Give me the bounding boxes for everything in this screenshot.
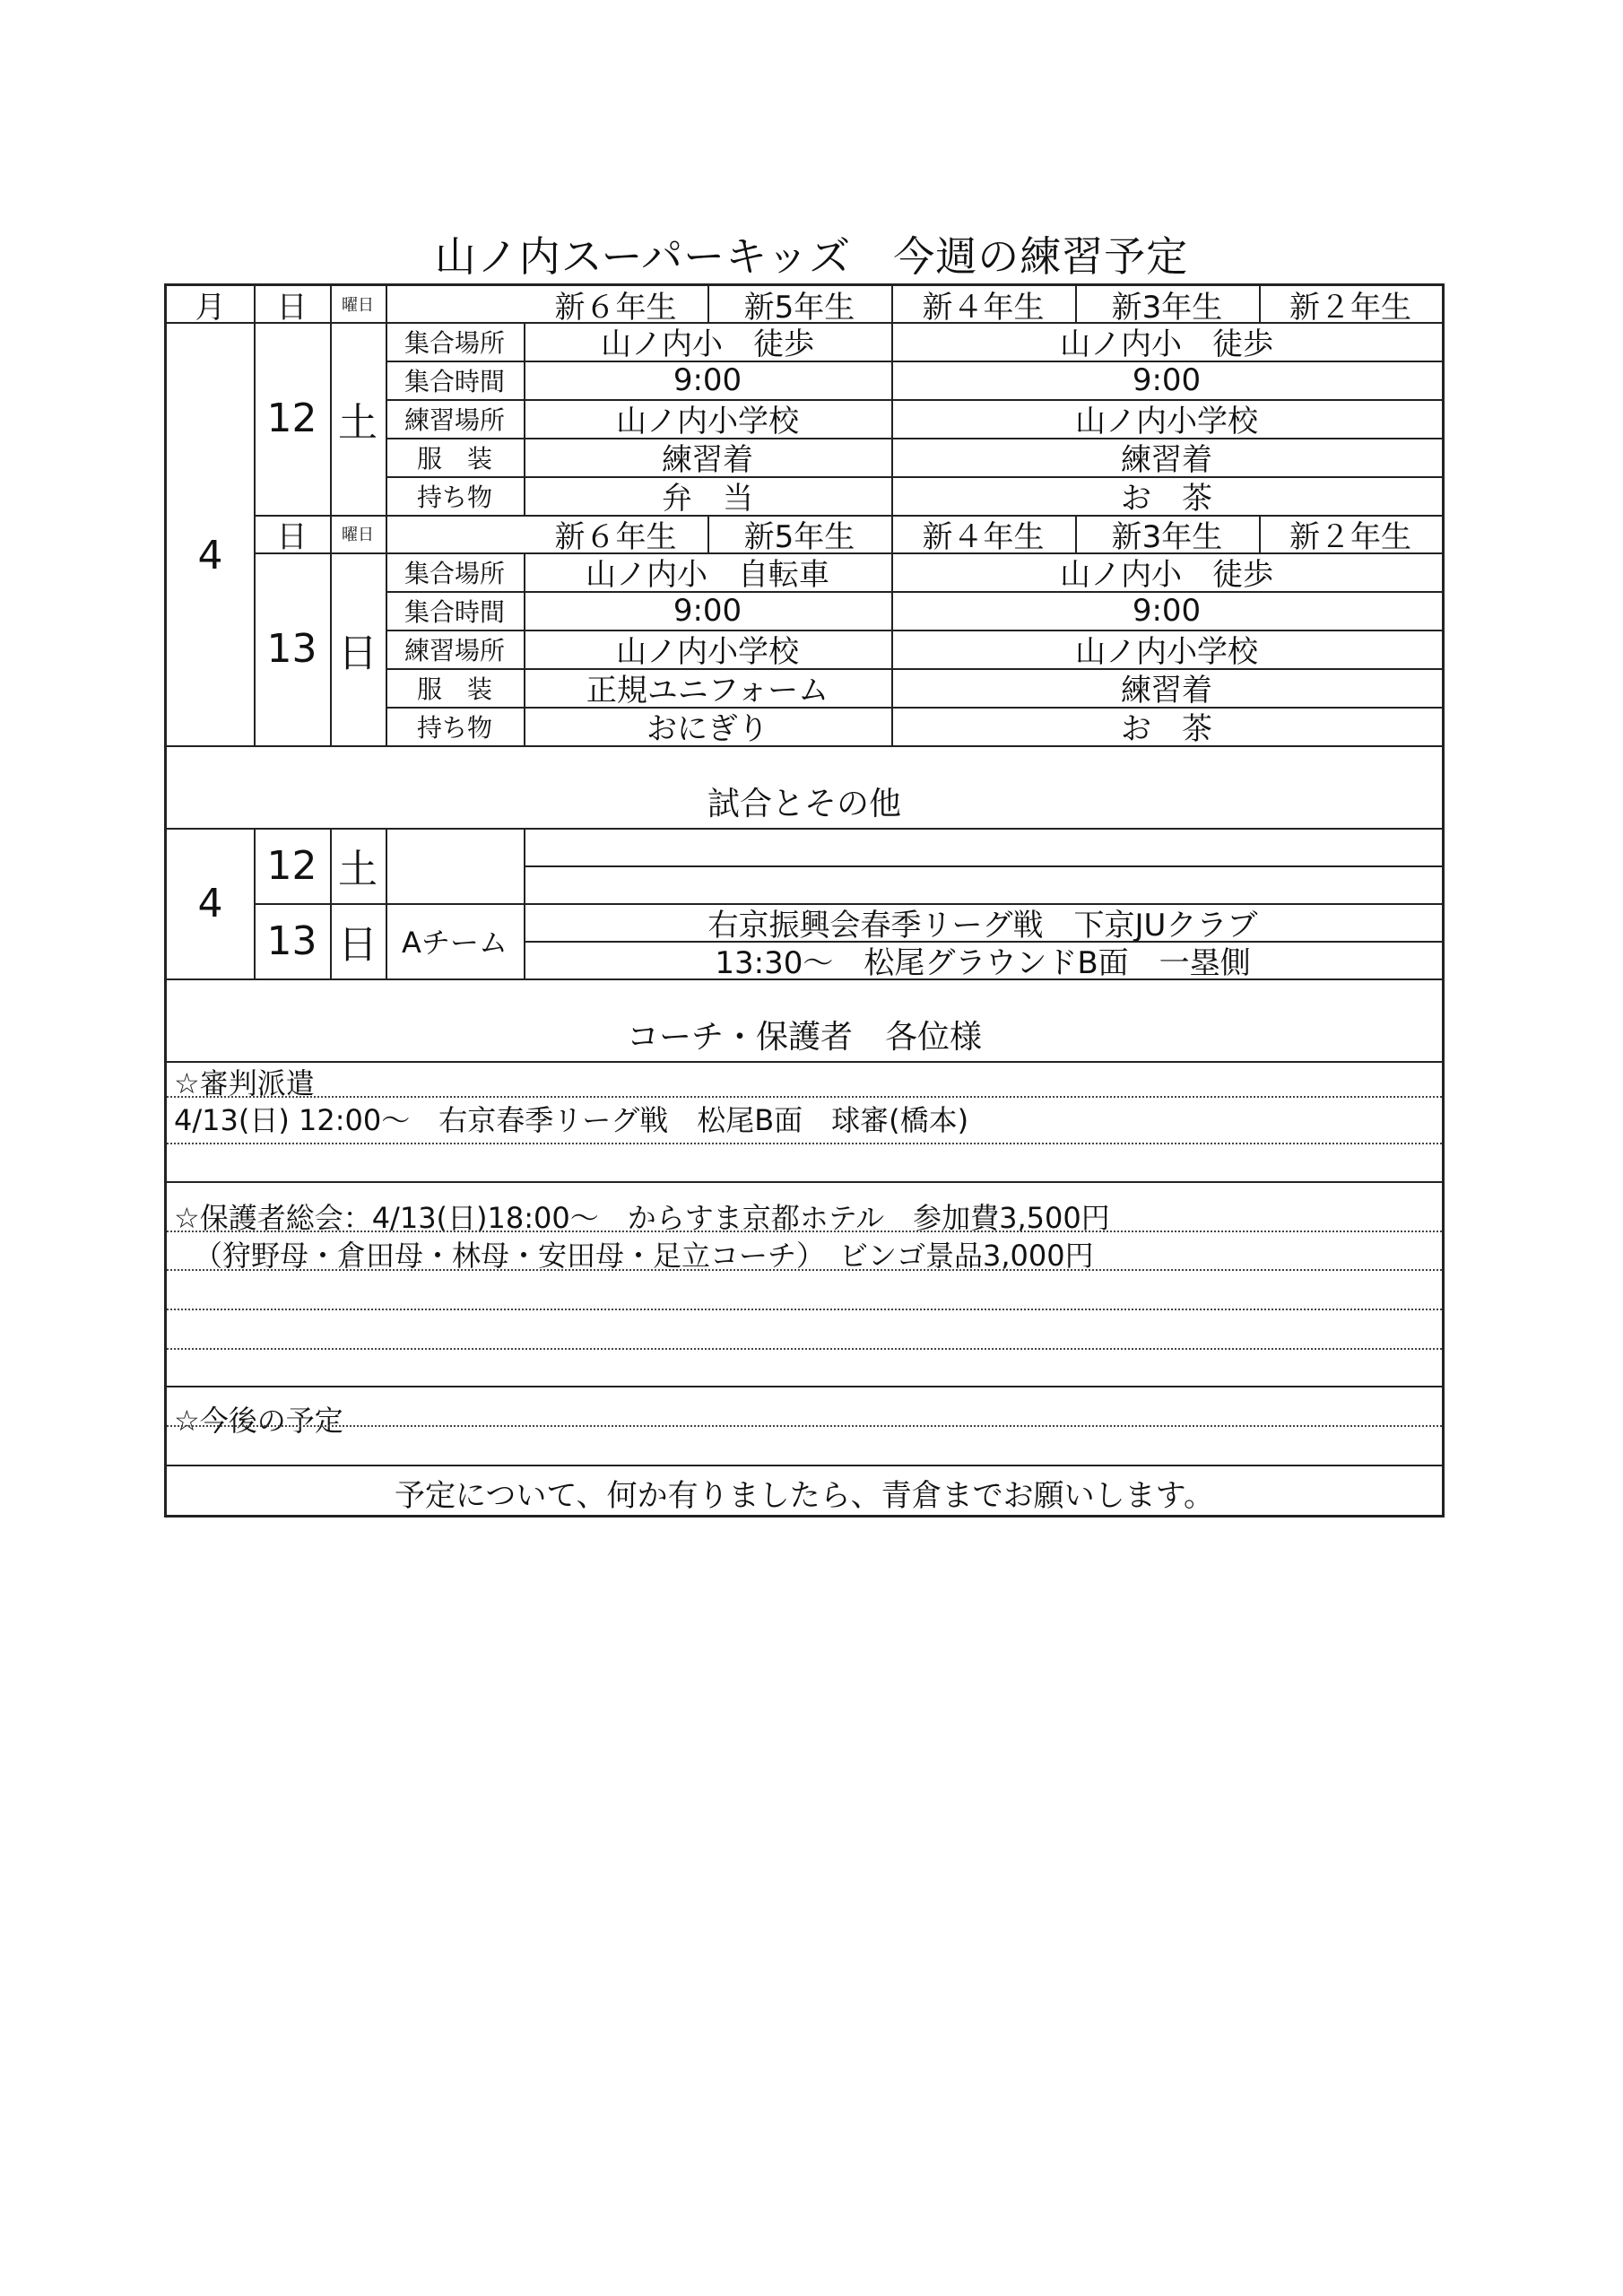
match1-line1 (524, 828, 1442, 865)
header-month: 月 (195, 289, 226, 326)
day1-upper-place: 山ノ内小 徒歩 (601, 326, 814, 362)
day2-label-items: 持ち物 (416, 712, 492, 743)
day2-weekday: 日 (338, 630, 378, 676)
notices-heading: コーチ・保護者 各位様 (626, 1019, 982, 1056)
day1-label-venue: 練習場所 (404, 404, 505, 435)
day1-label-clothes: 服 装 (416, 443, 492, 474)
day1-label-place: 集合場所 (404, 327, 505, 358)
header-grade-3: 新3年生 (1111, 289, 1223, 326)
page-title: 山ノ内スーパーキッズ 今週の練習予定 (434, 232, 1189, 281)
match2-weekday: 日 (338, 922, 378, 968)
day1-upper-clothes: 練習着 (662, 442, 753, 478)
match2-line1: 右京振興会春季リーグ戦 下京JUクラブ (707, 907, 1258, 944)
day2-upper-venue: 山ノ内小学校 (616, 634, 799, 670)
day2-upper-clothes: 正規ユニフォーム (586, 673, 829, 709)
day1-lower-clothes: 練習着 (1121, 442, 1212, 478)
day2-lower-time: 9:00 (1132, 592, 1202, 629)
day1-weekday: 土 (338, 399, 378, 446)
day1-upper-venue: 山ノ内小学校 (616, 404, 799, 439)
footer-message: 予定について、何か有りましたら、青倉までお願いします。 (395, 1477, 1214, 1514)
meeting-line-2: （狩野母・倉田母・林母・安田母・足立コーチ） ビンゴ景品3,000円 (194, 1239, 1094, 1273)
header-grade-6: 新６年生 (554, 289, 677, 326)
schedule-table (164, 283, 1445, 1518)
referee-line: 4/13(日) 12:00～ 右京春季リーグ戦 松尾B面 球審(橋本) (174, 1103, 969, 1137)
day1-label-time: 集合時間 (404, 366, 505, 396)
day2-lower-venue: 山ノ内小学校 (1075, 634, 1258, 670)
day1-date: 12 (266, 396, 317, 441)
day2-upper-place: 山ノ内小 自転車 (586, 557, 829, 593)
match1-weekday: 土 (338, 847, 378, 892)
day2-lower-clothes: 練習着 (1121, 673, 1212, 709)
header-weekday: 曜日 (342, 296, 374, 315)
day2-lower-place: 山ノ内小 徒歩 (1060, 557, 1273, 593)
day1-upper-items: 弁 当 (662, 481, 753, 517)
referee-title: ☆審判派遣 (174, 1066, 315, 1100)
match1-line2 (524, 865, 1442, 903)
day2-lower-items: お 茶 (1121, 711, 1212, 747)
header-grade-5: 新5年生 (743, 289, 855, 326)
header-grade-4: 新４年生 (922, 289, 1045, 326)
header2-day: 日 (276, 518, 308, 555)
header2-weekday: 曜日 (342, 526, 374, 544)
header-grade-2: 新２年生 (1289, 289, 1411, 326)
day2-upper-items: おにぎり (647, 711, 768, 747)
day2-label-time: 集合時間 (404, 596, 505, 627)
header2-grade-6: 新６年生 (554, 518, 677, 555)
day2-date: 13 (266, 626, 317, 672)
day2-upper-time: 9:00 (673, 592, 742, 629)
day2-label-venue: 練習場所 (404, 635, 505, 665)
matches-month: 4 (197, 880, 223, 926)
month-value: 4 (197, 532, 223, 578)
day1-label-items: 持ち物 (416, 482, 492, 512)
meeting-line-1: ☆保護者総会：4/13(日)18:00～ からすま京都ホテル 参加費3,500円 (174, 1201, 1110, 1235)
match1-team (386, 828, 524, 903)
matches-heading: 試合とその他 (707, 786, 901, 822)
header2-grade-3: 新3年生 (1111, 518, 1223, 555)
day1-lower-place: 山ノ内小 徒歩 (1060, 326, 1273, 362)
match2-line2: 13:30～ 松尾グラウンドB面 一塁側 (715, 944, 1251, 981)
future-title: ☆今後の予定 (174, 1404, 343, 1438)
day1-upper-time: 9:00 (673, 361, 742, 398)
day1-lower-time: 9:00 (1132, 361, 1202, 398)
day1-lower-items: お 茶 (1121, 481, 1212, 517)
match1-date: 12 (266, 842, 317, 889)
day1-lower-venue: 山ノ内小学校 (1075, 404, 1258, 439)
match2-date: 13 (266, 918, 317, 964)
header2-grade-2: 新２年生 (1289, 518, 1411, 555)
header2-grade-5: 新5年生 (743, 518, 855, 555)
day2-label-place: 集合場所 (404, 558, 505, 588)
day2-label-clothes: 服 装 (416, 674, 492, 704)
match2-team: Aチーム (402, 926, 508, 960)
header2-grade-4: 新４年生 (922, 518, 1045, 555)
header-day: 日 (276, 289, 308, 326)
